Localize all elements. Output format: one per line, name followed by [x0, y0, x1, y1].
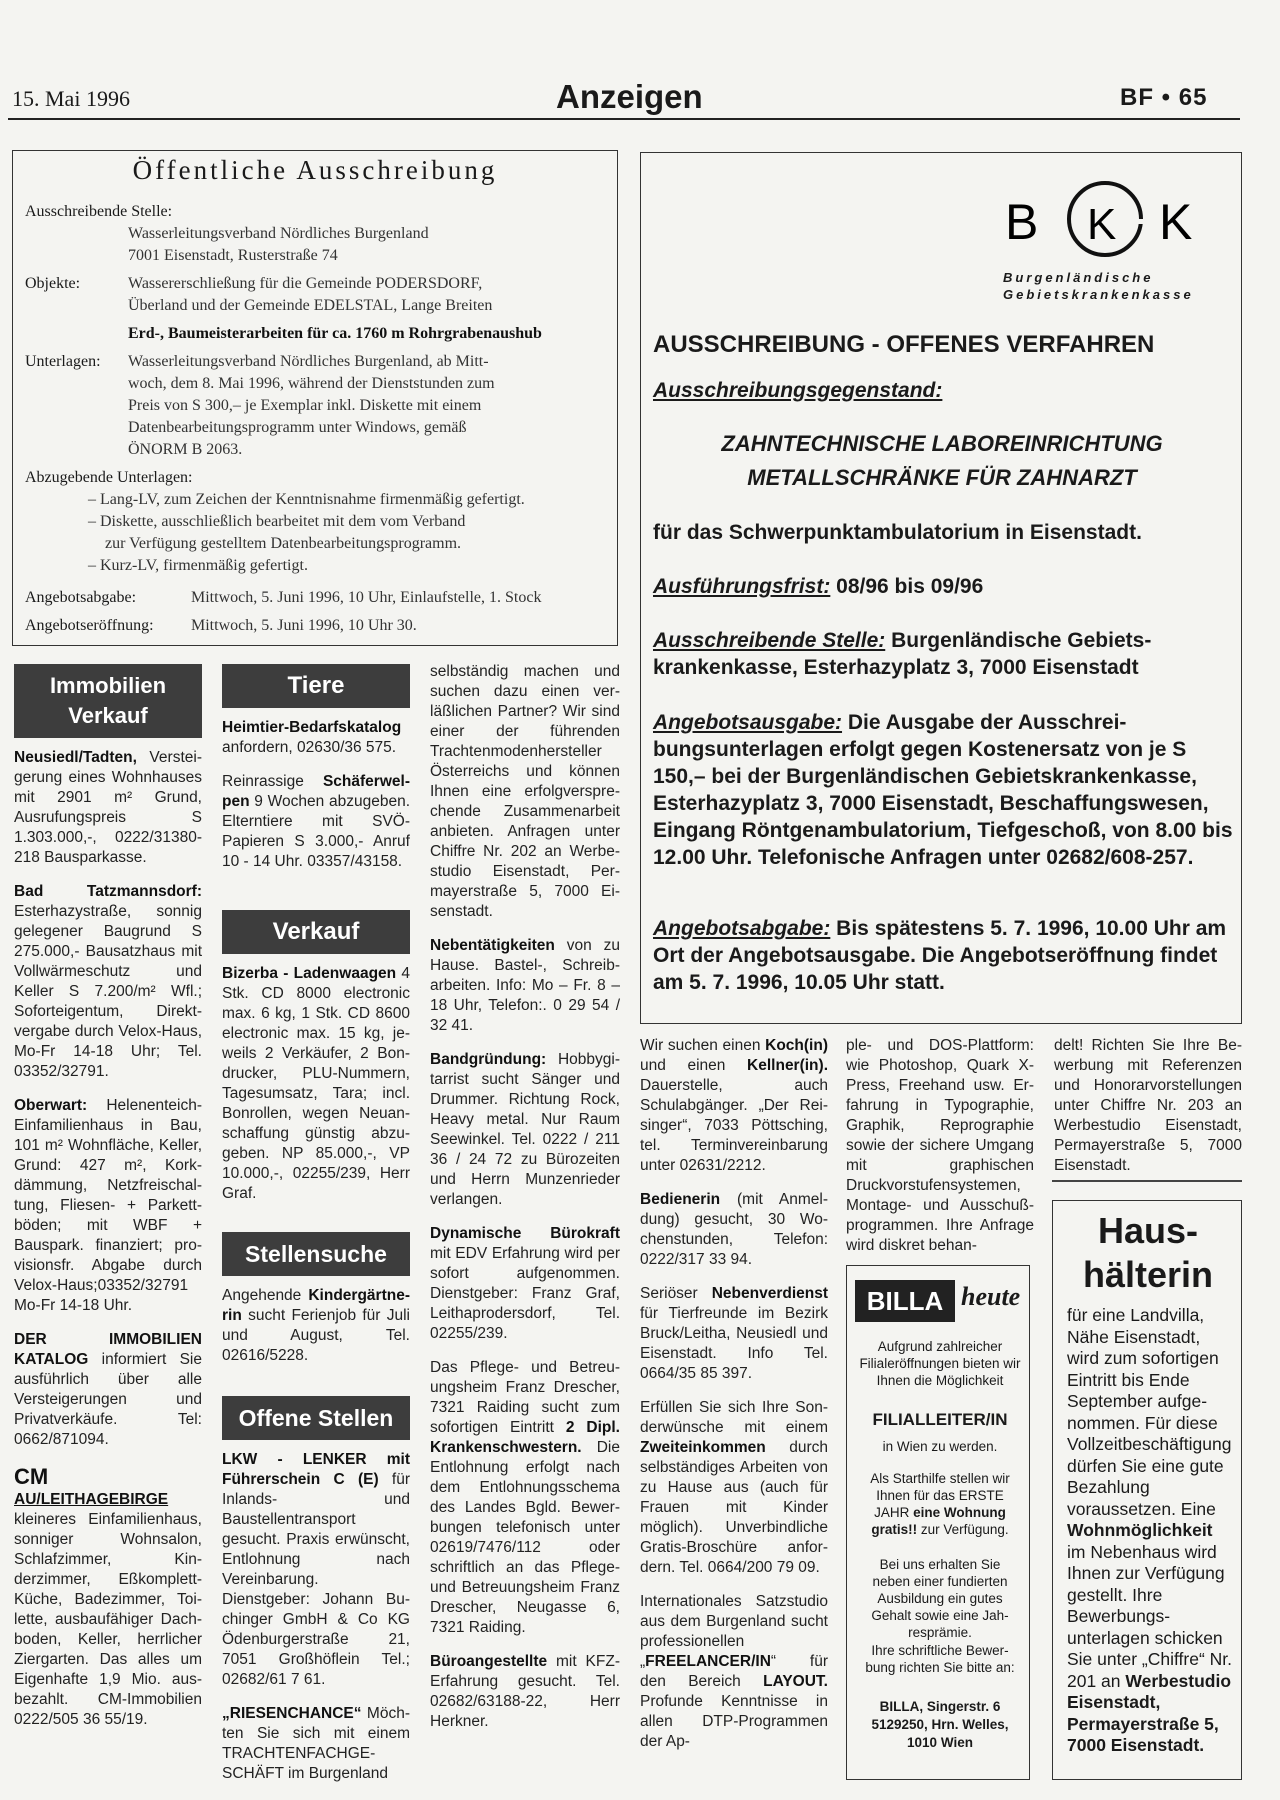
ad-text: Angehende — [222, 1287, 309, 1304]
classified-ad — [222, 964, 410, 1204]
category-immobilien-verkauf: Immobilien Verkauf — [14, 664, 202, 738]
cm-logo: CM — [14, 1464, 49, 1489]
ad-lead: Neusiedl/Tadten, — [14, 749, 137, 766]
ad-text: anfordern, 02630/36 575. — [222, 739, 397, 756]
abzugebende-item: – Kurz-LV, firmenmäßig gefertigt. — [88, 557, 308, 574]
category-tiere: Tiere — [222, 664, 410, 708]
ad-lead: Nebentätigkeiten — [430, 937, 555, 954]
classified-ad — [222, 718, 410, 758]
abzugebende-label: Abzugebende Unterlagen: — [25, 469, 193, 486]
objekte-work: Erd-, Baumeisterarbeiten für ca. 1760 m Rohrgrabenaushub — [128, 325, 542, 342]
ad-text: mit EDV Erfahrung wird per sofort aufgenommen. Dienstgeber: Franz Graf, Leithaprodersdorf, Tel. 02255/239. — [430, 1245, 620, 1342]
ad-lead: Werbestudio Eisenstadt, Permayerstraße 5, 7000 Eisenstadt. — [1067, 1670, 1232, 1755]
ad-text: selbständig machen und suchen dazu einen verläßlichen Partner? Wir sind einer der führenden Trachtenmodenhersteller Österreichs und können Ihnen eine erfolgversprechende Zusammenarbeit anbieten. Anfragen unter Chiffre Nr. 202 an Werbestudio Eisenstadt, Permayerstraße 5, 7000 Eisenstadt. — [430, 663, 620, 920]
eroeffnung-label: Angebotseröffnung: — [25, 617, 154, 634]
ad-text: Helenenteich-Einfamilienhaus in Bau, 101 m² Wohnfläche, Keller, Grund: 427 m², Korkdämmung, Netzfreischaltung, Fliesen- + Parkettböden; mit WBF + Bauspark. finanziert; provisionsfr. Abgabe durch Velox-Haus;03352/32791 Mo-Fr 14-18 Uhr. — [14, 1097, 202, 1314]
ad-lead: 2 Dipl. Krankenschwestern. — [430, 1419, 620, 1456]
ad-lead: Wohnmöglichkeit — [1067, 1520, 1213, 1540]
ad-lead: Zweiteinkommen — [640, 1439, 766, 1456]
unterlagen-line: Preis von S 300,– je Exemplar inkl. Diskette mit einem — [128, 397, 482, 414]
ad-lead: LAYOUT. — [763, 1673, 828, 1690]
haus-text — [1067, 1305, 1233, 1757]
ad-text: für Inlands- und Baustellentransport gesucht. Praxis erwünscht, Entlohnung nach Vereinbarung. Dienstgeber: Johann Buchinger GmbH & Co KG Ödenburgerstraße 21, 7051 Großhöflein Tel.; 02682/61 7 61. — [222, 1471, 410, 1688]
billa-heute: heute — [961, 1282, 1021, 1311]
ad-lead: FREELANCER/IN — [645, 1653, 771, 1670]
ad-text: durch selbständiges Arbeiten von zu Hause aus (auch für Frauen mit Kinder möglich). Unverbindliche Gratis-Broschüre anfordern. Tel. 0664/200 79 09. — [640, 1439, 828, 1576]
column-4 — [640, 1036, 828, 1766]
divider — [1052, 1180, 1242, 1182]
billa-highlight: eine Wohnung gratis!! — [871, 1505, 1006, 1537]
ad-text: (mit Anmeldung) gesucht, 30 Wochenstunden, Telefon: 0222/317 33 94. — [640, 1191, 828, 1268]
column-2c — [222, 1286, 410, 1380]
column-2b — [222, 964, 410, 1218]
abzugebende-item: zur Verfügung gestelltem Datenbearbeitungsprogramm. — [105, 535, 462, 552]
ad-text: und einen — [640, 1057, 748, 1074]
ad-text: Die Entlohnung erfolgt nach dem Entlohnungsschema des Landes Bgld. Bewerbungen telefonisch unter 02619/7476/112 oder schriftlich an das Pflege- und Betreuungsheim Franz Drescher, Neugasse 6, 7321 Raiding. — [430, 1439, 620, 1636]
objekte-label: Objekte: — [25, 275, 81, 292]
ad-text: Dauerstelle, auch Schulabgänger. „Der Reisinger“, 7033 Pöttsching, tel. Terminvereinbarung unter 02631/2212. — [640, 1077, 828, 1174]
ad-lead: Bizerba - Ladenwaagen — [222, 965, 397, 982]
classified-ad — [430, 1358, 620, 1638]
gegenstand-1: ZAHNTECHNISCHE LABOREINRICHTUNG — [721, 431, 1163, 456]
billa-text: in Wien zu werden. — [882, 1439, 998, 1454]
stelle-line: 7001 Eisenstadt, Rusterstraße 74 — [128, 247, 338, 264]
ad-text: “ für den Bereich — [640, 1653, 828, 1690]
classified-ad — [222, 772, 410, 872]
stelle-line: Wasserleitungsverband Nördliches Burgenland — [128, 225, 429, 242]
ad-text: im Nebenhaus wird Ihnen zur Verfügung gestellt. Ihre Bewerbungsunterlagen schicken Sie unter „Chiffre“ Nr. 201 an — [1067, 1541, 1233, 1691]
gegenstand-2: METALLSCHRÄNKE FÜR ZAHNARZT — [747, 465, 1137, 490]
billa-logo: BILLA — [855, 1280, 955, 1322]
bgkk-fuer: für das Schwerpunktambulatorium in Eisenstadt. — [653, 521, 1142, 544]
logo-subtitle — [1003, 269, 1194, 303]
billa-address: 1010 Wien — [907, 1735, 973, 1750]
category-offene-stellen: Offene Stellen — [222, 1396, 410, 1440]
gegenstand-label: Ausschreibungsgegenstand: — [653, 379, 943, 402]
ad-text: von zu Hause. Bastel-, Schreibarbeiten. Info: Mo – Fr. 8 – 18 Uhr, Telefon:. 0 29 54 / 32 41. — [430, 937, 620, 1034]
ad-lead: Heimtier-Bedarfskatalog — [222, 719, 402, 736]
haus-heading-2: hälterin — [1082, 1254, 1214, 1295]
ad-lead: LKW - LENKER mit Führerschein C (E) — [222, 1451, 410, 1488]
ad-lead: Schäferwelpen — [222, 773, 410, 810]
ad-lead: Büroangestellte — [430, 1653, 548, 1670]
bgkk-logo — [1001, 177, 1201, 267]
ad-lead: Nebenverdienst — [711, 1285, 828, 1302]
stelle-value: Burgenländische Gebietskrankenkasse, Esterhazyplatz 3, 7000 Eisenstadt — [653, 629, 1152, 679]
abgabe-value: Bis spätestens 5. 7. 1996, 10.00 Uhr am Ort der Angebotsausgabe. Die Angebotseröffnung findet am 5. 7. 1996, 10.05 Uhr statt. — [653, 917, 1227, 994]
ad-lead: Dynamische Bürokraft — [430, 1225, 620, 1242]
billa-position: FILIALLEITER/IN — [872, 1410, 1008, 1429]
issue-date: 15. Mai 1996 — [12, 86, 130, 111]
section-title: Anzeigen — [556, 78, 703, 115]
classified-ad — [640, 1398, 828, 1578]
ad-text: für eine Landvilla, Nähe Eisenstadt, wird zum sofortigen Eintritt bis Ende September aufgenommen. Für diese Vollzeitbeschäftigung dürfen Sie eine gute Bezahlung voraussetzen. Eine — [1067, 1305, 1232, 1519]
abgabe-value: Mittwoch, 5. Juni 1996, 10 Uhr, Einlaufstelle, 1. Stock — [191, 589, 542, 606]
ad-text: Wir suchen einen — [640, 1037, 766, 1054]
ad-text: Erfüllen Sie sich Ihre Sonderwünsche mit einem — [640, 1399, 828, 1436]
page-number: BF • 65 — [1120, 84, 1208, 111]
abzugebende-item: – Diskette, ausschließlich bearbeitet mit dem vom Verband — [88, 513, 466, 530]
bgkk-frist — [653, 573, 1233, 600]
ad-text: Esterhazystraße, sonnig gelegener Baugrund S 275.000,- Bausatzhaus mit Vollwärmeschutz und Keller S 7.200/m² Wfl.; Soforteigentum, Direktvergabe durch Velox-Haus, Mo-Fr 14-18 Uhr; Tel. 03352/32791. — [14, 903, 202, 1080]
classified-ad — [846, 1036, 1034, 1256]
unterlagen-line: Datenbearbeitungsprogramm unter Windows, gemäß — [128, 419, 467, 436]
abzugebende-item: – Lang-LV, zum Zeichen der Kenntnisnahme firmenmäßig gefertigt. — [88, 491, 525, 508]
bgkk-abgabe — [653, 915, 1233, 996]
ad-lead: Kellner(in). — [747, 1057, 828, 1074]
billa-offer — [859, 1470, 1021, 1538]
ad-lead: Bedienerin — [640, 1191, 721, 1208]
header-rule — [8, 118, 1240, 120]
abgabe-label: Angebotsabgabe: — [25, 589, 137, 606]
classified-ad — [430, 936, 620, 1036]
ad-text: Reinrassige — [222, 773, 323, 790]
classified-ad — [14, 748, 202, 868]
ad-lead: „RIESENCHANCE“ — [222, 1705, 362, 1722]
logo-letter-b: B — [1005, 194, 1039, 250]
classified-ad — [1054, 1036, 1242, 1176]
ad-text: Möchten Sie sich mit einem TRACHTENFACHGESCHÄFT im Burgenland — [222, 1705, 410, 1782]
ad-text: 4 Stk. CD 8000 electronic max. 6 kg, 1 Stk. CD 8600 electronic max. 15 kg, jeweils 2 Verkäufer, 2 Bondrucker, PLU-Nummern, Tagesumsatz, Tara; incl. Bonrollen, wegen Neuanschaffung günstig abzugeben. NP 85.000,-, VP 10.000,-, 02255/239, Herr Graf. — [222, 965, 410, 1202]
objekte-line: Wassererschließung für die Gemeinde PODERSDORF, — [128, 275, 483, 292]
ausgabe-value: Die Ausgabe der Ausschreibungsunterlagen erfolgt gegen Kostenersatz von je S 150,– bei der Burgenländischen Gebietskrankenkasse, Esterhazyplatz 3, 7000 Eisenstadt, Beschaffungswesen, Eingang Röntgenambulatorium, Tiefgeschoß, von 8.00 bis 12.00 Uhr. Telefonische Anfragen unter 02682/608-257. — [653, 711, 1233, 869]
ad-text: 9 Wochen abzugeben. Elterntiere mit SVÖ-Papieren S 3.000,- Anruf 10 - 14 Uhr. 03357/43158. — [222, 793, 410, 870]
ad-text: kleineres Einfamilienhaus, sonniger Wohnsalon, Schlafzimmer, Kinderzimmer, Eßkomplett-Küche, Badezimmer, Toilette, ausbaufähiger Dachboden, Keller, herrlicher Ziergarten. Das alles um Eigenhafte 1,9 Mio. ausbezahlt. CM-Immobilien 0222/505 36 55/19. — [14, 1511, 202, 1728]
ad-lead: DER IMMOBILIEN KATALOG — [14, 1331, 202, 1368]
ad-text: mit KFZ-Erfahrung gesucht. Tel. 02682/63188-22, Herr Herkner. — [430, 1653, 620, 1730]
classified-ad — [222, 1286, 410, 1366]
ad-text: informiert Sie ausführlich über alle Versteigerungen und Privatverkäufe. Tel: 0662/871094. — [14, 1351, 202, 1448]
ad-text: ple- und DOS-Plattform: wie Photoshop, Quark X-Press, Freehand usw. Erfahrung in Typographie, Graphik, Reprographie sowie der sichere Umgang mit graphischen Druckvorstufensystemen, Montage- und Ausschußprogrammen. Ihre Anfrage wird diskret behan- — [846, 1037, 1034, 1254]
column-5 — [846, 1036, 1034, 1270]
bgkk-heading: AUSSCHREIBUNG - OFFENES VERFAHREN — [653, 331, 1155, 358]
classified-ad — [222, 1450, 410, 1690]
classified-ad — [14, 882, 202, 1082]
ad-text: Internationales Satzstudio aus dem Burgenland sucht professionellen „ — [640, 1593, 828, 1670]
bgkk-tender-box — [640, 152, 1242, 1024]
billa-text: Aufgrund zahlreicher Filialeröffnungen bieten wir Ihnen die Möglichkeit — [859, 1339, 1021, 1388]
classified-ad — [430, 1652, 620, 1732]
column-2d — [222, 1450, 410, 1798]
frist-label: Ausführungsfrist: — [653, 575, 831, 598]
logo-letter-k1: K — [1087, 200, 1117, 249]
unterlagen-line: Wasserleitungsverband Nördliches Burgenland, ab Mitt- — [128, 353, 489, 370]
unterlagen-label: Unterlagen: — [25, 353, 101, 370]
ad-lead: Bad Tatzmannsdorf: — [14, 883, 202, 900]
ad-lead: Kindergärtnerin — [222, 1287, 410, 1324]
column-2a — [222, 718, 410, 886]
frist-value: 08/96 bis 09/96 — [830, 575, 984, 598]
logo-sub-2: Gebietskrankenkasse — [1003, 287, 1194, 302]
classified-ad — [14, 1096, 202, 1316]
ad-lead: Bandgründung: — [430, 1051, 547, 1068]
ad-text: für Tierfreunde im Bezirk Bruck/Leitha, Neusiedl und Eisenstadt. Info Tel. 0664/35 85 397. — [640, 1305, 828, 1382]
classified-ad — [640, 1036, 828, 1176]
ad-text: Versteigerung eines Wohnhauses mit 2901 m² Grund, Ausrufungspreis S 1.303.000,-, 0222/31380-218 Bausparkasse. — [14, 749, 202, 866]
bgkk-stelle — [653, 627, 1233, 681]
ad-text: sucht Ferienjob für Juli und August, Tel. 02616/5228. — [222, 1307, 410, 1364]
classified-ad — [430, 1224, 620, 1344]
logo-sub-1: Burgenländische — [1003, 270, 1154, 285]
classified-ad — [14, 1464, 202, 1730]
bgkk-ausgabe — [653, 709, 1233, 871]
billa-ad — [846, 1265, 1030, 1780]
classified-ad — [14, 1330, 202, 1450]
haus-heading-1: Haus- — [1097, 1210, 1199, 1251]
column-1 — [14, 748, 202, 1744]
haus-heading — [1053, 1209, 1243, 1297]
billa-text: Ihre schriftliche Bewerbung richten Sie bitte an: — [865, 1643, 1015, 1675]
ad-lead: Koch(in) — [765, 1037, 828, 1054]
ad-text: Hobbygitarrist sucht Sänger und Drummer. Richtung Rock, Heavy metal. Nur Raum Seewinkel. Tel. 0222 / 211 36 / 24 72 zu Bürozeiten und Herrn Munzenrieder verlangen. — [430, 1051, 620, 1208]
ad-text: Das Pflege- und Betreuungsheim Franz Drescher, 7321 Raiding sucht zum sofortigen Eintritt — [430, 1359, 620, 1436]
category-verkauf: Verkauf — [222, 910, 410, 954]
billa-text: Als Starthilfe stellen wir Ihnen für das ERSTE JAHR — [870, 1471, 1010, 1520]
logo-g-gap — [1127, 219, 1147, 224]
column-6 — [1054, 1036, 1242, 1190]
classified-ad — [222, 1704, 410, 1784]
haushaelterin-ad — [1052, 1200, 1242, 1780]
category-stellensuche: Stellensuche — [222, 1232, 410, 1276]
column-3 — [430, 662, 620, 1746]
ad-text: Profunde Kenntnisse in allen DTP-Programmen der Ap- — [640, 1693, 828, 1750]
classified-ad — [430, 1050, 620, 1210]
unterlagen-line: ÖNORM B 2063. — [128, 441, 243, 458]
billa-text: Bei uns erhalten Sie neben einer fundierten Ausbildung ein gutes Gehalt sowie eine Jahresprämie. — [871, 1557, 1009, 1640]
tender-title: Öffentliche Ausschreibung — [132, 155, 498, 185]
billa-address: 5129250, Hrn. Welles, — [871, 1717, 1009, 1732]
classified-ad — [640, 1284, 828, 1384]
classified-ad — [640, 1190, 828, 1270]
stelle-label: Ausschreibende Stelle: — [653, 629, 886, 652]
objekte-line: Überland und der Gemeinde EDELSTAL, Lange Breiten — [128, 297, 493, 314]
ad-text: delt! Richten Sie Ihre Bewerbung mit Referenzen und Honorarvorstellungen unter Chiffre Nr. 203 an Werbestudio Eisenstadt, Permayerstraße 5, 7000 Eisenstadt. — [1054, 1037, 1242, 1174]
logo-letter-k2: K — [1159, 194, 1193, 250]
classified-ad — [640, 1592, 828, 1752]
billa-text: zur Verfügung. — [917, 1522, 1009, 1537]
eroeffnung-value: Mittwoch, 5. Juni 1996, 10 Uhr 30. — [191, 617, 417, 634]
unterlagen-line: woch, dem 8. Mai 1996, während der Dienststunden zum — [128, 375, 495, 392]
ad-text: Seriöser — [640, 1285, 712, 1302]
ad-lead: AU/LEITHAGEBIRGE — [14, 1491, 169, 1508]
billa-address: BILLA, Singerstr. 6 — [879, 1699, 1001, 1714]
ad-lead: Oberwart: — [14, 1097, 88, 1114]
stelle-label: Ausschreibende Stelle: — [25, 203, 173, 220]
classified-ad — [430, 662, 620, 922]
public-tender-box — [12, 150, 618, 646]
abgabe-label: Angebotsabgabe: — [653, 917, 831, 940]
ausgabe-label: Angebotsausgabe: — [653, 711, 843, 734]
